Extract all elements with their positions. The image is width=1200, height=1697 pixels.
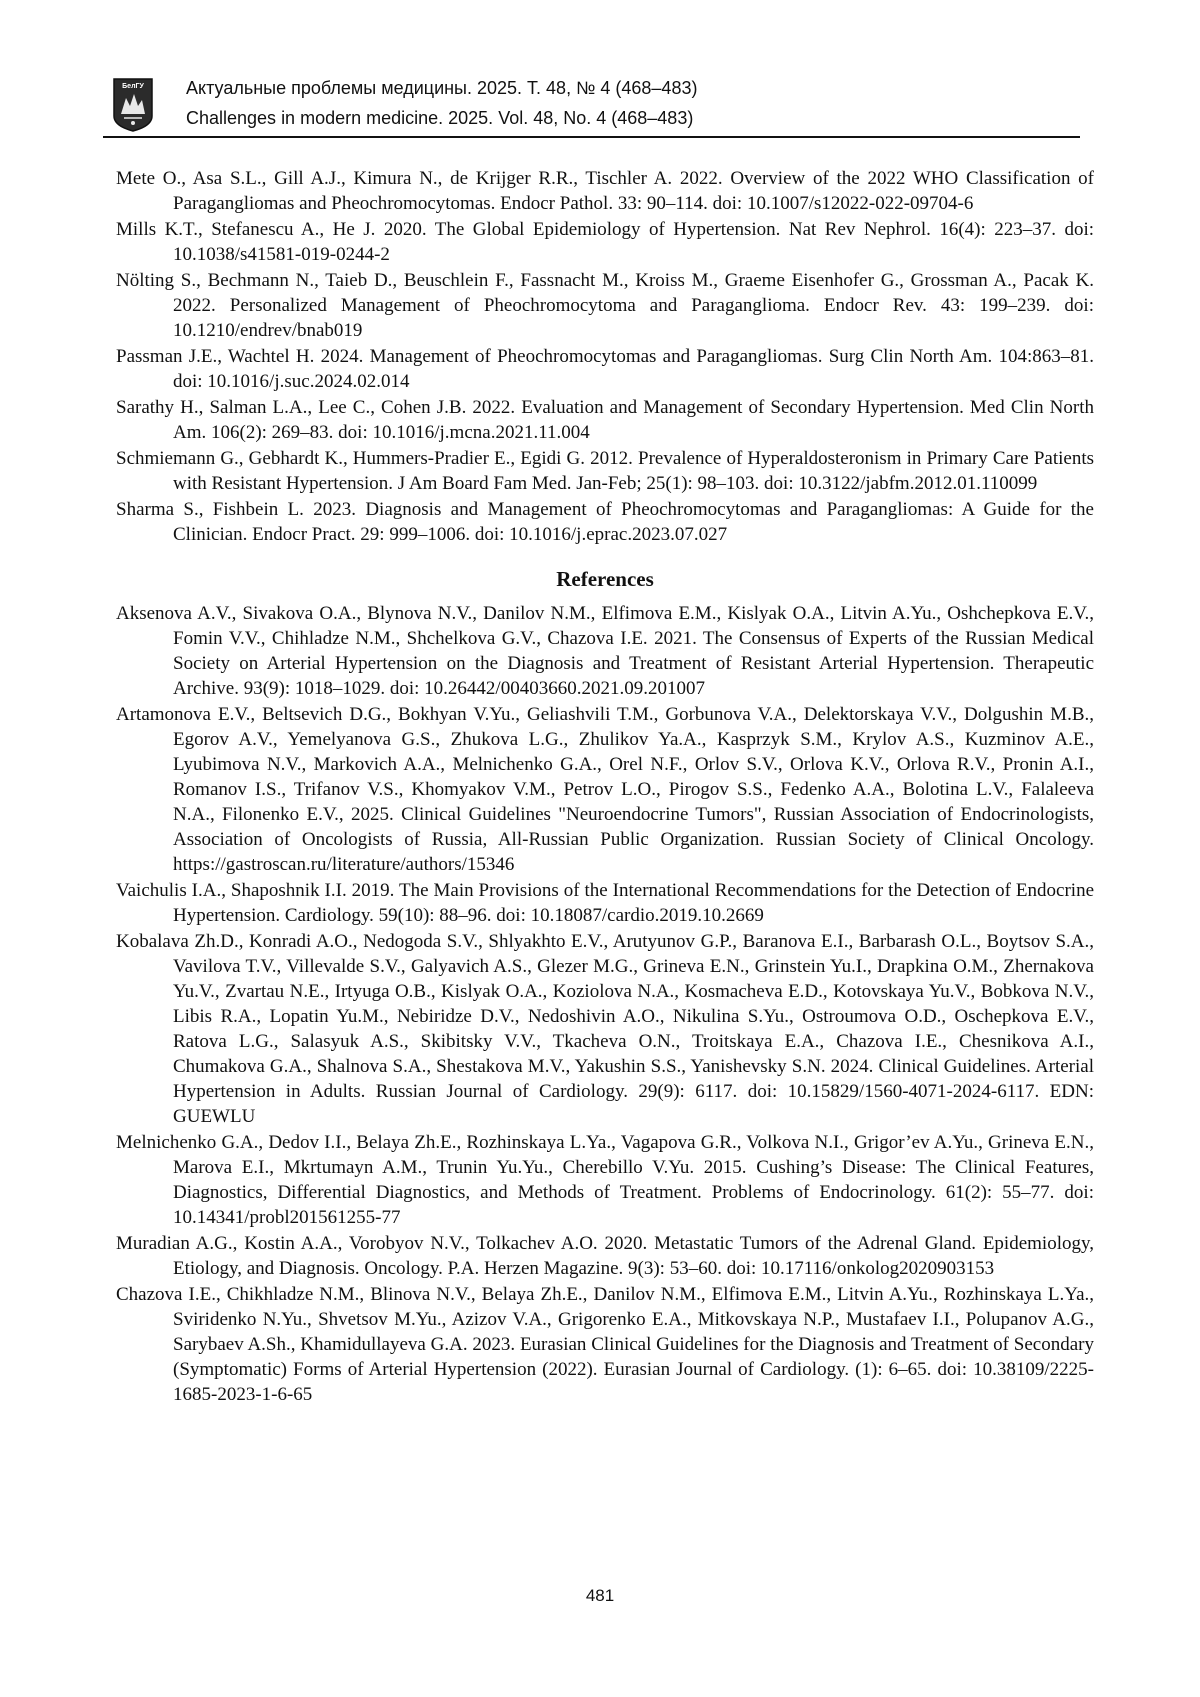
references-heading: References xyxy=(556,567,654,591)
reference-item: Artamonova E.V., Beltsevich D.G., Bokhyan V.Yu., Geliashvili T.M., Gorbunova V.A., Delektorskaya V.V., Dolgushin M.B., Egorov A.V., Yemelyanova G.S., Zhukova L.G., Zhulikov Ya.A., Kasprzyk S.M., Krylov A.S., Kuzminov A.E., Lyubimova N.V., Markovich A.A., Melnichenko G.A., Orel N.F., Orlov S.V., Orlova K.V., Orlova R.V., Pronin A.I., Romanov I.S., Trifanov V.S., Khomyakov V.M., Petrov L.O., Pirogov S.S., Fedenko A.A., Bolotina L.V., Falaleeva N.A., Filonenko E.V., 2025. Clinical Guidelines "Neuroendocrine Tumors", Russian Association of Endocrinologists, Association of Oncologists of Russia, All-Russian Public Organization. Russian Society of Clinical Oncology. https://gastroscan.ru/literature/authors/15346 xyxy=(116,704,1094,875)
reference-item: Sarathy H., Salman L.A., Lee C., Cohen J.B. 2022. Evaluation and Management of Secondary Hypertension. Med Clin North Am. 106(2): 269–83. doi: 10.1016/j.mcna.2021.11.004 xyxy=(116,397,1094,443)
journal-header xyxy=(112,70,1078,138)
page-number: 481 xyxy=(585,1586,615,1605)
reference-item: Mills K.T., Stefanescu A., He J. 2020. The Global Epidemiology of Hypertension. Nat Rev Nephrol. 16(4): 223–37. doi: 10.1038/s41581-019-0244-2 xyxy=(116,219,1094,265)
reference-item: Schmiemann G., Gebhardt K., Hummers-Pradier E., Egidi G. 2012. Prevalence of Hyperaldosteronism in Primary Care Patients with Resistant Hypertension. J Am Board Fam Med. Jan-Feb; 25(1): 98–103. doi: 10.3122/jabfm.2012.01.110099 xyxy=(116,448,1094,494)
reference-item: Sharma S., Fishbein L. 2023. Diagnosis and Management of Pheochromocytomas and Paragangliomas: A Guide for the Clinician. Endocr Pract. 29: 999–1006. doi: 10.1016/j.eprac.2023.07.027 xyxy=(116,499,1094,545)
header-divider xyxy=(103,136,1080,138)
reference-item: Muradian A.G., Kostin A.A., Vorobyov N.V., Tolkachev A.O. 2020. Metastatic Tumors of the Adrenal Gland. Epidemiology, Etiology, and Diagnosis. Oncology. P.A. Herzen Magazine. 9(3): 53–60. doi: 10.17116/onkolog2020903153 xyxy=(116,1233,1094,1279)
university-logo xyxy=(112,76,154,132)
reference-item: Chazova I.E., Chikhladze N.M., Blinova N.V., Belaya Zh.E., Danilov N.M., Elfimova E.M., Litvin A.Yu., Rozhinskaya L.Ya., Sviridenko N.Yu., Shvetsov M.Yu., Azizov V.A., Grigorenko E.A., Mitkovskaya N.P., Mustafaev I.I., Polupanov A.G., Sarybaev A.Sh., Khamidullayeva G.A. 2023. Eurasian Clinical Guidelines for the Diagnosis and Treatment of Secondary (Symptomatic) Forms of Arterial Hypertension (2022). Eurasian Journal of Cardiology. (1): 6–65. doi: 10.38109/2225-1685-2023-1-6-65 xyxy=(116,1284,1094,1405)
journal-citation xyxy=(186,73,697,133)
journal-citation-ru: Актуальные проблемы медицины. 2025. Т. 48, № 4 (468–483) xyxy=(186,78,698,98)
reference-item: Vaichulis I.A., Shaposhnik I.I. 2019. The Main Provisions of the International Recommendations for the Detection of Endocrine Hypertension. Cardiology. 59(10): 88–96. doi: 10.18087/cardio.2019.10.2669 xyxy=(116,880,1094,926)
reference-item: Nölting S., Bechmann N., Taieb D., Beuschlein F., Fassnacht M., Kroiss M., Graeme Eisenhofer G., Grossman A., Pacak K. 2022. Personalized Management of Pheochromocytoma and Paraganglioma. Endocr Rev. 43: 199–239. doi: 10.1210/endrev/bnab019 xyxy=(116,270,1094,341)
reference-item: Mete O., Asa S.L., Gill A.J., Kimura N., de Krijger R.R., Tischler A. 2022. Overview of the 2022 WHO Classification of Paragangliomas and Pheochromocytomas. Endocr Pathol. 33: 90–114. doi: 10.1007/s12022-022-09704-6 xyxy=(116,168,1094,214)
reference-item: Melnichenko G.A., Dedov I.I., Belaya Zh.E., Rozhinskaya L.Ya., Vagapova G.R., Volkova N.I., Grigor’ev A.Yu., Grineva E.N., Marova E.I., Mkrtumayn A.M., Trunin Yu.Yu., Cherebillo V.Yu. 2015. Cushing’s Disease: The Clinical Features, Diagnostics, Differential Diagnostics, and Methods of Treatment. Problems of Endocrinology. 61(2): 55–77. doi: 10.14341/probl201561255-77 xyxy=(116,1132,1094,1228)
journal-citation-en: Challenges in modern medicine. 2025. Vol. 48, No. 4 (468–483) xyxy=(186,108,694,128)
reference-list xyxy=(116,166,1094,1408)
reference-item: Kobalava Zh.D., Konradi A.O., Nedogoda S.V., Shlyakhto E.V., Arutyunov G.P., Baranova E.I., Barbarash O.L., Boytsov S.A., Vavilova T.V., Villevalde S.V., Galyavich A.S., Glezer M.G., Grineva E.N., Grinstein Yu.I., Drapkina O.M., Zhernakova Yu.V., Zvartau N.E., Irtyuga O.B., Kislyak O.A., Koziolova N.A., Kosmacheva E.D., Kotovskaya Yu.V., Bobkova N.V., Libis R.A., Lopatin Yu.M., Nebiridze D.V., Nedoshivin A.O., Nikulina S.Yu., Ostroumova O.D., Oschepkova E.V., Ratova L.G., Salasyuk A.S., Skibitsky V.V., Tkacheva O.N., Troitskaya E.A., Chazova I.E., Chesnikova A.I., Chumakova G.A., Shalnova S.A., Shestakova M.V., Yakushin S.S., Yanishevsky S.N. 2024. Clinical Guidelines. Arterial Hypertension in Adults. Russian Journal of Cardiology. 29(9): 6117. doi: 10.15829/1560-4071-2024-6117. EDN: GUEWLU xyxy=(116,931,1094,1127)
svg-text:БелГУ: БелГУ xyxy=(122,83,144,90)
reference-item: Aksenova A.V., Sivakova O.A., Blynova N.V., Danilov N.M., Elfimova E.M., Kislyak O.A., Litvin A.Yu., Oshchepkova E.V., Fomin V.V., Chihladze N.M., Shchelkova G.V., Chazova I.E. 2021. The Consensus of Experts of the Russian Medical Society on Arterial Hypertension on the Diagnosis and Treatment of Resistant Arterial Hypertension. Therapeutic Archive. 93(9): 1018–1029. doi: 10.26442/00403660.2021.09.201007 xyxy=(116,603,1094,699)
reference-item: Passman J.E., Wachtel H. 2024. Management of Pheochromocytomas and Paragangliomas. Surg Clin North Am. 104:863–81. doi: 10.1016/j.suc.2024.02.014 xyxy=(116,346,1094,392)
